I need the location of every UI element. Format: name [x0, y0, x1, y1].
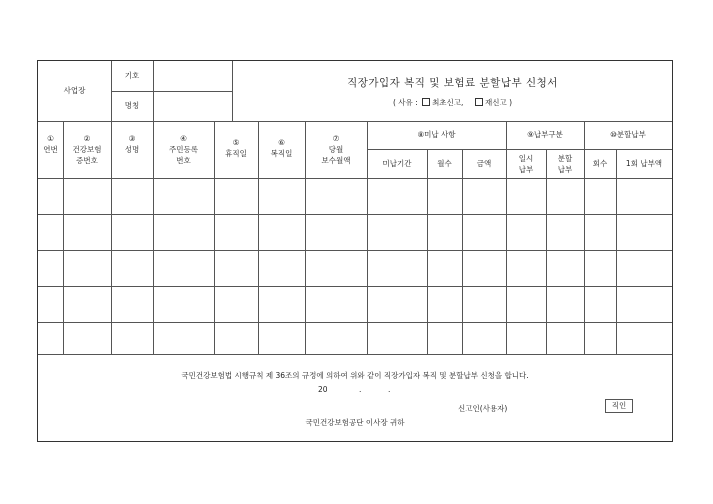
- symbol-label: 기호: [124, 71, 140, 80]
- col7-number: ⑦: [332, 134, 340, 143]
- reason-prefix: ( 사유 :: [392, 98, 418, 107]
- payment-type-group-header: ⑨납부구분: [527, 130, 563, 139]
- table-bottom-line: [38, 354, 672, 355]
- col2-label-2: 증번호: [76, 156, 98, 165]
- table-row[interactable]: [38, 323, 672, 354]
- unpaid-amount-header: 금액: [476, 159, 492, 168]
- group-header-line: [367, 149, 672, 150]
- header-vline-3: [232, 61, 233, 121]
- lump-sum-header-1: 일시: [518, 154, 534, 163]
- split-header-2: 납부: [557, 165, 573, 174]
- first-report-checkbox[interactable]: [422, 98, 430, 106]
- recipient-line: 국민건강보험공단 이사장 귀하: [305, 418, 405, 427]
- col4-label-1: 주민등록: [169, 145, 198, 154]
- reason-line: [233, 98, 672, 108]
- date-separator-1: .: [359, 385, 362, 394]
- form-title: 직장가입자 복직 및 보험료 분할납부 신청서: [347, 77, 558, 89]
- col7-label-1: 당월: [328, 145, 344, 154]
- col5-number: ⑤: [232, 138, 240, 147]
- col3-number: ③: [128, 134, 136, 143]
- name-field[interactable]: [154, 95, 232, 117]
- col7-label-2: 보수월액: [321, 156, 351, 165]
- date-separator-2: .: [388, 385, 391, 394]
- col4-number: ④: [180, 134, 187, 143]
- date-year-prefix: 20: [318, 385, 328, 394]
- col4-label-2: 번호: [176, 156, 191, 165]
- col1-number: ①: [47, 134, 54, 143]
- re-report-checkbox[interactable]: [475, 98, 483, 106]
- name-label: 명칭: [124, 101, 140, 110]
- col2-label-1: 건강보험: [72, 145, 102, 154]
- table-row[interactable]: [38, 215, 672, 250]
- reason-re-label: 재신고 ): [484, 98, 513, 107]
- application-form: [37, 60, 673, 442]
- header-divider: [111, 91, 232, 92]
- header-bottom-line: [38, 121, 672, 122]
- installment-amount-header: 1회 납부액: [625, 159, 663, 168]
- header-vline-1: [111, 61, 112, 121]
- installment-count-header: 회수: [592, 159, 608, 168]
- unpaid-period-header: 미납기간: [382, 159, 412, 168]
- reason-first-label: 최초신고,: [432, 98, 464, 107]
- official-seal-box[interactable]: 직인: [605, 399, 633, 413]
- business-label: 사업장: [63, 86, 86, 95]
- col1-label: 연번: [43, 145, 58, 154]
- declaration-statement: 국민건강보험법 시행규칙 제 36조의 규정에 의하여 위와 같이 직장가입자 복직 및 분할납부 신청을 합니다.: [181, 371, 529, 380]
- col6-label: 복직일: [270, 149, 293, 158]
- col2-number: ②: [83, 134, 91, 143]
- split-header-1: 분할: [557, 154, 573, 163]
- unpaid-group-header: ⑧미납 사항: [417, 130, 456, 139]
- table-row[interactable]: [38, 251, 672, 286]
- col5-label: 휴직일: [225, 149, 247, 158]
- col3-label: 성명: [124, 145, 140, 154]
- unpaid-months-header: 월수: [437, 159, 452, 168]
- symbol-field[interactable]: [154, 66, 232, 88]
- applicant-label: 신고인(사용자): [458, 404, 508, 413]
- lump-sum-header-2: 납부: [518, 165, 534, 174]
- installment-group-header: ⑩분할납부: [610, 130, 646, 139]
- table-row[interactable]: [38, 287, 672, 322]
- col6-number: ⑥: [278, 138, 285, 147]
- table-row[interactable]: [38, 179, 672, 214]
